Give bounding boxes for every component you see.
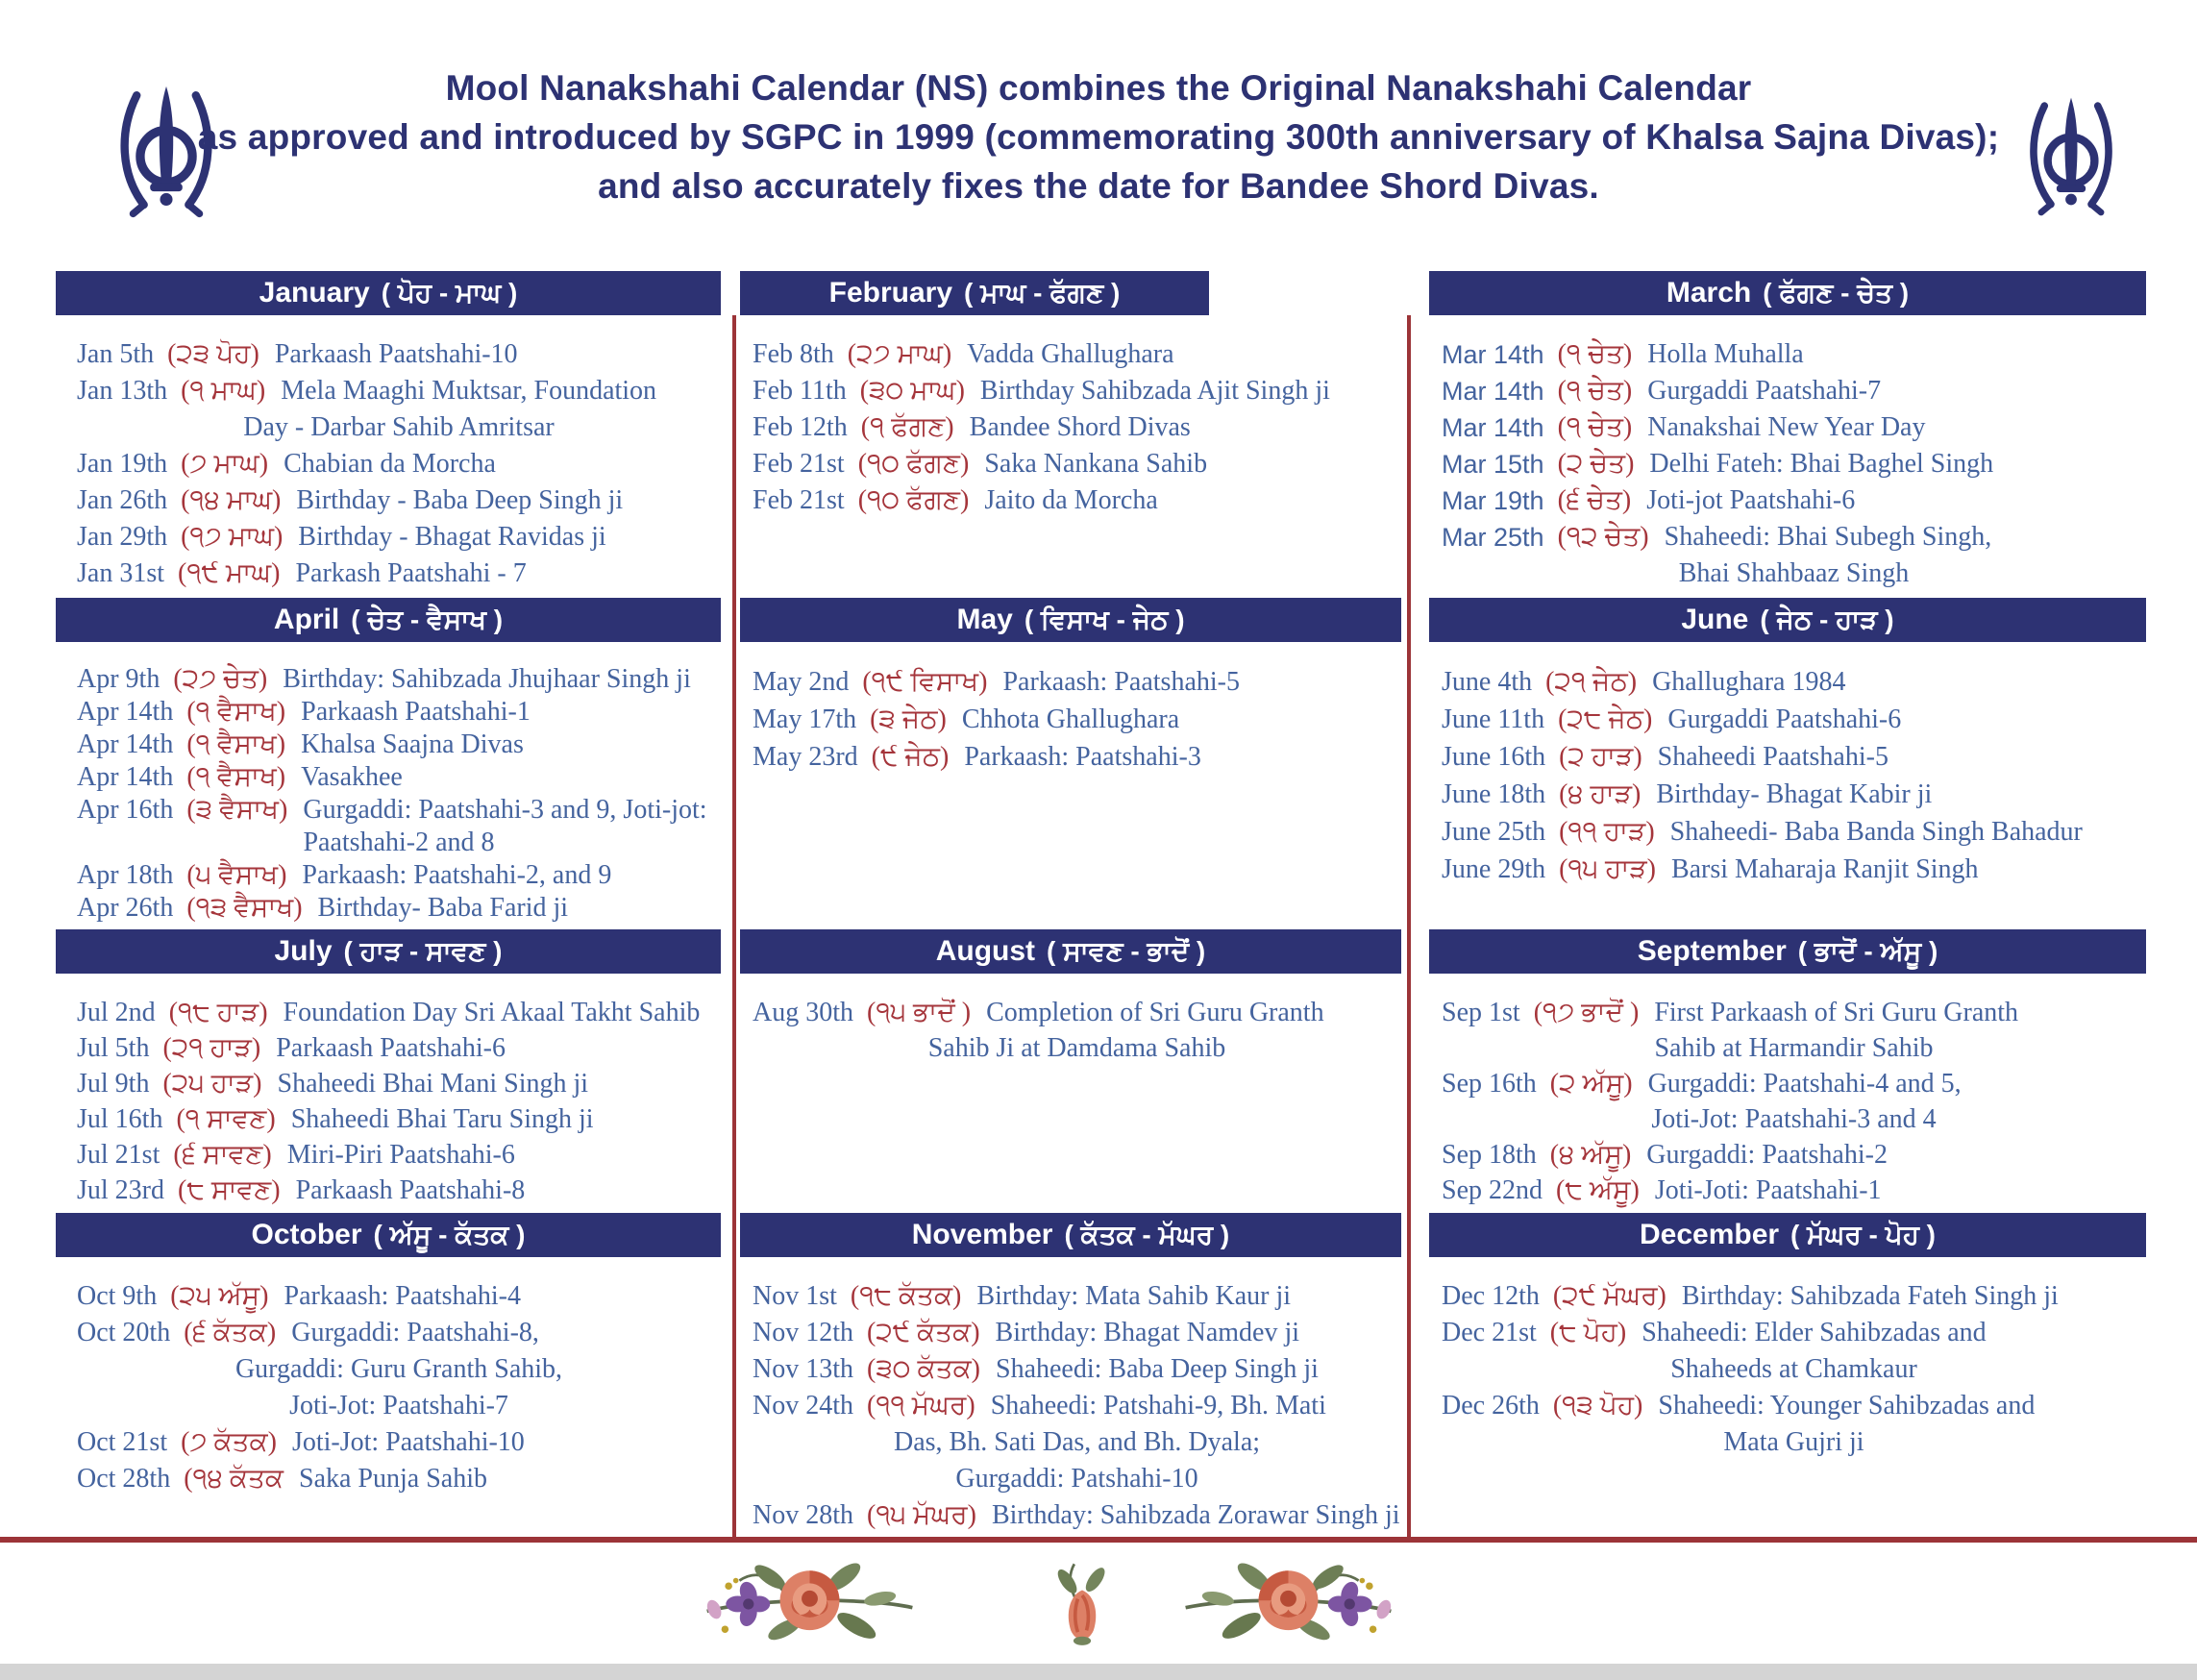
event-date: Jul 23rd: [77, 1175, 164, 1205]
page-title: [0, 63, 2197, 210]
event-title: Delhi Fateh: Bhai Baghel Singh: [1649, 449, 1994, 479]
month-punjabi-name: ( ਹਾੜ - ਸਾਵਣ ): [343, 935, 503, 966]
event-punjabi-date: (੨ ਚੇਤ): [1557, 449, 1635, 479]
month-name: June: [1681, 604, 1749, 635]
event-title: Saka Nankana Sahib: [984, 449, 1208, 479]
event-punjabi-date: (੩ ਵੈਸਾਖ): [186, 795, 288, 825]
event-punjabi-date: (੨੭ ਮਾਘ): [847, 339, 952, 369]
event-date: Feb 21st: [753, 449, 845, 479]
event-punjabi-date: (੧੧ ਹਾੜ): [1559, 817, 1655, 847]
event-date: Jul 16th: [77, 1104, 163, 1134]
event-title: Shaheedi Bhai Taru Singh ji: [290, 1104, 594, 1134]
event-line: [77, 556, 721, 592]
event-continuation: Day - Darbar Sahib Amritsar: [243, 412, 555, 442]
event-punjabi-date: (੯ ਜੇਠ): [871, 742, 950, 772]
event-title: Parkaash Paatshahi-6: [276, 1033, 506, 1063]
event-date: Oct 21st: [77, 1427, 168, 1457]
event-line: [1442, 663, 2146, 701]
event-date: Apr 16th: [77, 795, 174, 825]
event-line: [753, 1388, 1401, 1424]
event-title: Shaheedi: Bhai Subegh Singh,: [1664, 522, 1992, 552]
month-name: March: [1666, 277, 1752, 309]
event-line: [77, 373, 721, 409]
month-header-december: [1429, 1213, 2146, 1257]
event-date: Nov 28th: [753, 1500, 853, 1530]
event-date: Dec 12th: [1442, 1281, 1540, 1311]
month-events-december: [1429, 1278, 2146, 1461]
event-date: Apr 26th: [77, 893, 174, 923]
event-continuation: Gurgaddi: Guru Granth Sahib,: [235, 1354, 563, 1384]
month-events-january: [56, 336, 721, 592]
event-line: [753, 1278, 1401, 1315]
event-line: [77, 663, 721, 696]
month-events-june: [1429, 663, 2146, 888]
event-punjabi-date: (੨੮ ਜੇਠ): [1558, 704, 1653, 734]
month-header-october: [56, 1213, 721, 1257]
event-line: [1442, 738, 2146, 776]
event-title: Birthday - Bhagat Ravidas ji: [298, 522, 606, 552]
month-header-march: [1429, 271, 2146, 315]
event-date: Oct 9th: [77, 1281, 158, 1311]
month-name: November: [911, 1219, 1053, 1250]
footer-divider-line: [0, 1537, 2197, 1543]
event-date: Mar 14th: [1442, 413, 1544, 442]
event-punjabi-date: (੧ ਮਾਘ): [181, 376, 266, 406]
event-line: [753, 738, 1401, 776]
event-line: [77, 729, 721, 761]
event-title: Vadda Ghallughara: [967, 339, 1174, 369]
event-line: [753, 409, 1401, 446]
event-punjabi-date: (੧ ਚੇਤ): [1557, 376, 1633, 406]
month-punjabi-name: ( ਮੱਘਰ - ਪੋਹ ): [1790, 1219, 1937, 1249]
month-events-july: [56, 995, 721, 1208]
event-line: [1442, 995, 2146, 1030]
event-punjabi-date: (੧੮ ਕੱਤਕ): [850, 1281, 962, 1311]
event-title: Parkaash: Paatshahi-3: [964, 742, 1201, 772]
event-title: Parkaash: Paatshahi-4: [284, 1281, 522, 1311]
event-punjabi-date: (੫ ਵੈਸਾਖ): [186, 860, 287, 890]
event-date: June 16th: [1442, 742, 1546, 772]
event-title: Gurgaddi: Paatshahi-4 and 5,: [1647, 1069, 1962, 1099]
event-date: Feb 8th: [753, 339, 834, 369]
event-line: [77, 446, 721, 482]
month-name: September: [1637, 935, 1787, 967]
event-line: [1442, 1137, 2146, 1173]
event-punjabi-date: (੧ ਵੈਸਾਖ): [186, 697, 286, 727]
event-date: Jul 5th: [77, 1033, 150, 1063]
event-punjabi-date: (੧ ਵੈਸਾਖ): [186, 762, 286, 792]
event-title: Parkaash Paatshahi-10: [274, 339, 518, 369]
event-date: Apr 18th: [77, 860, 174, 890]
event-date: Jan 13th: [77, 376, 168, 406]
event-title: Shaheedi- Baba Banda Singh Bahadur: [1669, 817, 2083, 847]
event-date: Feb 11th: [753, 376, 847, 406]
event-line: [753, 1315, 1401, 1351]
event-date: Apr 14th: [77, 697, 174, 727]
event-line: [1442, 482, 2146, 519]
event-date: June 11th: [1442, 704, 1545, 734]
event-title: Gurgaddi Paatshahi-6: [1667, 704, 1902, 734]
event-date: Jul 21st: [77, 1140, 160, 1170]
event-title: Chhota Ghallughara: [961, 704, 1180, 734]
event-date: June 18th: [1442, 779, 1546, 809]
event-line: [753, 701, 1401, 738]
event-punjabi-date: (੧੪ ਕੱਤਕ: [184, 1464, 284, 1494]
event-punjabi-date: (੭ ਮਾਘ): [181, 449, 269, 479]
event-punjabi-date: (੧੫ ਮੱਘਰ): [867, 1500, 976, 1530]
event-punjabi-date: (੧੪ ਮਾਘ): [181, 485, 282, 515]
event-title: Holla Muhalla: [1647, 339, 1804, 369]
bottom-strip: [0, 1664, 2197, 1680]
month-punjabi-name: ( ਜੇਠ - ਹਾੜ ): [1760, 604, 1894, 634]
event-punjabi-date: (੮ ਸਾਵਣ): [178, 1175, 281, 1205]
event-line: [1442, 409, 2146, 446]
event-continuation: Shaheeds at Chamkaur: [1670, 1354, 1917, 1384]
event-line: [1442, 701, 2146, 738]
event-continuation: Joti-Jot: Paatshahi-7: [289, 1391, 508, 1421]
event-title: Parkaash Paatshahi-1: [301, 697, 531, 727]
event-title: Completion of Sri Guru Granth: [986, 998, 1324, 1027]
event-punjabi-date: (੨੧ ਹਾੜ): [162, 1033, 261, 1063]
month-name: May: [956, 604, 1013, 635]
event-date: Sep 22nd: [1442, 1175, 1543, 1205]
event-line: [77, 892, 721, 925]
event-punjabi-date: (੧੫ ਹਾੜ): [1559, 854, 1656, 884]
event-title: Gurgaddi: Paatshahi-3 and 9, Joti-jot:: [303, 795, 707, 825]
month-header-may: [740, 598, 1401, 642]
event-title: Vasakhee: [301, 762, 403, 792]
event-line: [1442, 1278, 2146, 1315]
event-date: Mar 25th: [1442, 523, 1544, 552]
event-date: Sep 16th: [1442, 1069, 1537, 1099]
month-events-february: [740, 336, 1401, 519]
event-title: Joti-Joti: Paatshahi-1: [1654, 1175, 1882, 1205]
event-title: Shaheedi: Patshahi-9, Bh. Mati: [990, 1391, 1326, 1421]
event-title: Parkaash Paatshahi-8: [295, 1175, 526, 1205]
month-name: July: [274, 935, 333, 967]
event-punjabi-date: (੨੩ ਪੋਹ): [167, 339, 259, 369]
event-title: Shaheedi: Younger Sahibzadas and: [1658, 1391, 2036, 1421]
event-continuation: Bhai Shahbaaz Singh: [1678, 558, 1910, 588]
month-name: August: [935, 935, 1036, 967]
event-date: Oct 20th: [77, 1318, 171, 1347]
event-line: [753, 482, 1401, 519]
event-line: [1442, 446, 2146, 482]
event-title: Gurgaddi: Paatshahi-8,: [291, 1318, 539, 1347]
event-date: Sep 18th: [1442, 1140, 1537, 1170]
event-title: Bandee Shord Divas: [969, 412, 1191, 442]
event-date: Mar 15th: [1442, 450, 1544, 479]
event-title: Gurgaddi: Paatshahi-2: [1646, 1140, 1888, 1170]
event-line: [1442, 336, 2146, 373]
event-title: Jaito da Morcha: [984, 485, 1158, 515]
month-punjabi-name: ( ਫੱਗਣ - ਚੇਤ ): [1763, 277, 1910, 308]
event-punjabi-date: (੧ ਚੇਤ): [1557, 412, 1633, 442]
event-punjabi-date: (੧੯ ਵਿਸਾਖ): [862, 667, 988, 697]
month-punjabi-name: ( ਵਿਸਾਖ - ਜੇਠ ): [1024, 604, 1185, 634]
event-title: Saka Punja Sahib: [299, 1464, 487, 1494]
month-name: December: [1639, 1219, 1780, 1250]
event-date: Aug 30th: [753, 998, 853, 1027]
month-header-august: [740, 929, 1401, 974]
event-line: [753, 1497, 1401, 1534]
event-continuation: Gurgaddi: Patshahi-10: [955, 1464, 1198, 1494]
event-line: [77, 1461, 721, 1497]
event-date: Nov 1st: [753, 1281, 837, 1311]
event-date: Dec 26th: [1442, 1391, 1540, 1421]
event-title: Parkaash: Paatshahi-2, and 9: [302, 860, 612, 890]
event-punjabi-date: (੧੧ ਮੱਘਰ): [867, 1391, 975, 1421]
event-punjabi-date: (੬ ਕੱਤਕ): [184, 1318, 277, 1347]
event-title: Foundation Day Sri Akaal Takht Sahib: [283, 998, 701, 1027]
event-title: Shaheedi Paatshahi-5: [1657, 742, 1888, 772]
event-punjabi-date: (੩ ਜੇਠ): [870, 704, 947, 734]
event-line: [77, 696, 721, 729]
event-date: Sep 1st: [1442, 998, 1520, 1027]
event-line: [753, 1351, 1401, 1388]
event-date: Apr 9th: [77, 664, 160, 694]
month-events-october: [56, 1278, 721, 1497]
event-continuation: Mata Gujri ji: [1723, 1427, 1864, 1457]
month-punjabi-name: ( ਸਾਵਣ - ਭਾਦੋਂ ): [1047, 935, 1206, 966]
event-title: Birthday- Baba Farid ji: [317, 893, 569, 923]
month-events-august: [740, 995, 1401, 1066]
event-date: June 25th: [1442, 817, 1546, 847]
event-punjabi-date: (੪ ਹਾੜ): [1559, 779, 1642, 809]
event-title: Parkaash: Paatshahi-5: [1002, 667, 1240, 697]
event-punjabi-date: (੧੭ ਮਾਘ): [181, 522, 284, 552]
event-date: Feb 21st: [753, 485, 845, 515]
column-divider-line: [732, 315, 736, 1537]
month-header-november: [740, 1213, 1401, 1257]
month-events-march: [1429, 336, 2146, 592]
event-date: May 23rd: [753, 742, 858, 772]
event-punjabi-date: (੨੧ ਜੇਠ): [1545, 667, 1638, 697]
month-header-september: [1429, 929, 2146, 974]
event-punjabi-date: (੨ ਅੱਸੂ): [1549, 1069, 1633, 1099]
month-punjabi-name: ( ਕੱਤਕ - ਮੱਘਰ ): [1064, 1219, 1230, 1249]
event-punjabi-date: (੨੫ ਹਾੜ): [162, 1069, 262, 1099]
event-line: [77, 1101, 721, 1137]
title-line-1: Mool Nanakshahi Calendar (NS) combines the Original Nanakshahi Calendar: [445, 68, 1752, 108]
event-date: Mar 14th: [1442, 377, 1544, 406]
event-line: [1442, 851, 2146, 888]
event-date: Jul 9th: [77, 1069, 150, 1099]
event-line: [77, 1424, 721, 1461]
event-line: [77, 1066, 721, 1101]
event-line: [1442, 519, 2146, 556]
column-divider-line: [1407, 315, 1411, 1537]
event-punjabi-date: (੭ ਕੱਤਕ): [181, 1427, 277, 1457]
event-continuation: Sahib at Harmandir Sahib: [1654, 1033, 1934, 1063]
event-punjabi-date: (੮ ਅੱਸੂ): [1556, 1175, 1640, 1205]
month-header-april: [56, 598, 721, 642]
event-punjabi-date: (੬ ਚੇਤ): [1557, 485, 1632, 515]
event-line: [753, 995, 1401, 1030]
event-punjabi-date: (੧੩ ਵੈਸਾਖ): [186, 893, 303, 923]
event-title: Mela Maaghi Muktsar, Foundation: [281, 376, 657, 406]
month-events-november: [740, 1278, 1401, 1534]
event-title: Joti-Jot: Paatshahi-10: [291, 1427, 525, 1457]
event-line: [77, 859, 721, 892]
event-line: [1442, 1315, 2146, 1351]
event-date: May 17th: [753, 704, 857, 734]
event-title: Nanakshai New Year Day: [1647, 412, 1926, 442]
event-date: Mar 14th: [1442, 340, 1544, 369]
month-punjabi-name: ( ਮਾਘ - ਫੱਗਣ ): [964, 277, 1121, 308]
event-line: [77, 482, 721, 519]
event-punjabi-date: (੧ ਸਾਵਣ): [176, 1104, 276, 1134]
event-punjabi-date: (੧ ਫੱਗਣ): [860, 412, 954, 442]
event-title: Shaheedi Bhai Mani Singh ji: [277, 1069, 589, 1099]
event-title: Joti-jot Paatshahi-6: [1646, 485, 1856, 515]
event-punjabi-date: (੨੯ ਕੱਤਕ): [867, 1318, 980, 1347]
event-punjabi-date: (੨ ਹਾੜ): [1559, 742, 1642, 772]
floral-divider-icon: [1180, 1553, 1396, 1653]
event-line: [1442, 373, 2146, 409]
event-date: Dec 21st: [1442, 1318, 1537, 1347]
event-title: Shaheedi: Elder Sahibzadas and: [1642, 1318, 1987, 1347]
event-line: [77, 1173, 721, 1208]
event-continuation: Joti-Jot: Paatshahi-3 and 4: [1651, 1104, 1937, 1134]
event-punjabi-date: (੧੭ ਭਾਦੋਂ ): [1533, 998, 1640, 1027]
month-name: October: [251, 1219, 362, 1250]
event-date: Jan 5th: [77, 339, 155, 369]
event-line: [77, 336, 721, 373]
month-punjabi-name: ( ਪੋਹ - ਮਾਘ ): [381, 277, 518, 308]
event-date: Jan 29th: [77, 522, 168, 552]
event-punjabi-date: (੧੫ ਭਾਦੋਂ ): [867, 998, 972, 1027]
event-punjabi-date: (੨੭ ਚੇਤ): [173, 664, 268, 694]
month-punjabi-name: ( ਚੇਤ - ਵੈਸਾਖ ): [351, 604, 504, 634]
title-line-3: and also accurately fixes the date for Bandee Shord Divas.: [598, 166, 1599, 206]
event-date: Nov 13th: [753, 1354, 853, 1384]
event-punjabi-date: (੧੮ ਹਾੜ): [168, 998, 268, 1027]
month-header-june: [1429, 598, 2146, 642]
event-line: [77, 1137, 721, 1173]
event-line: [77, 761, 721, 794]
event-title: Ghallughara 1984: [1652, 667, 1846, 697]
event-continuation: Paatshahi-2 and 8: [303, 828, 495, 857]
event-punjabi-date: (੩੦ ਮਾਘ): [859, 376, 965, 406]
event-title: Birthday- Bhagat Kabir ji: [1656, 779, 1933, 809]
event-title: Birthday: Sahibzada Fateh Singh ji: [1681, 1281, 2059, 1311]
event-line: [1442, 776, 2146, 813]
event-line: [1442, 1173, 2146, 1208]
event-title: Birthday: Bhagat Namdev ji: [995, 1318, 1300, 1347]
event-punjabi-date: (੧੯ ਮਾਘ): [178, 558, 281, 588]
event-punjabi-date: (੧ ਚੇਤ): [1557, 339, 1633, 369]
event-line: [77, 794, 721, 827]
event-line: [753, 446, 1401, 482]
event-date: May 2nd: [753, 667, 850, 697]
event-date: Jul 2nd: [77, 998, 156, 1027]
month-header-july: [56, 929, 721, 974]
event-line: [77, 519, 721, 556]
event-line: [1442, 1066, 2146, 1101]
event-date: June 4th: [1442, 667, 1533, 697]
event-title: First Parkaash of Sri Guru Granth: [1654, 998, 2019, 1027]
event-line: [1442, 1388, 2146, 1424]
event-title: Chabian da Morcha: [284, 449, 496, 479]
month-punjabi-name: ( ਅੱਸੂ - ਕੱਤਕ ): [373, 1219, 526, 1249]
floral-divider-icon: [702, 1553, 918, 1653]
event-punjabi-date: (੧ ਵੈਸਾਖ): [186, 729, 286, 759]
event-title: Birthday - Baba Deep Singh ji: [296, 485, 624, 515]
title-line-2: as approved and introduced by SGPC in 1999 (commemorating 300th anniversary of Khalsa Sajna Divas);: [197, 117, 2000, 157]
event-punjabi-date: (੬ ਸਾਵਣ): [173, 1140, 272, 1170]
month-name: April: [273, 604, 340, 635]
month-punjabi-name: ( ਭਾਦੋਂ - ਅੱਸੂ ): [1797, 935, 1938, 966]
event-punjabi-date: (੮ ਪੋਹ): [1549, 1318, 1627, 1347]
event-line: [753, 336, 1401, 373]
event-punjabi-date: (੪ ਅੱਸੂ): [1549, 1140, 1632, 1170]
event-line: [77, 1315, 721, 1351]
month-events-may: [740, 663, 1401, 776]
month-name: February: [828, 277, 953, 309]
event-title: Birthday: Sahibzada Jhujhaar Singh ji: [283, 664, 691, 694]
event-date: Mar 19th: [1442, 486, 1544, 515]
event-date: Oct 28th: [77, 1464, 171, 1494]
event-title: Gurgaddi Paatshahi-7: [1647, 376, 1882, 406]
event-title: Barsi Maharaja Ranjit Singh: [1670, 854, 1979, 884]
event-line: [753, 373, 1401, 409]
event-punjabi-date: (੧੩ ਪੋਹ): [1552, 1391, 1643, 1421]
event-date: Jan 26th: [77, 485, 168, 515]
event-punjabi-date: (੨੫ ਅੱਸੂ): [170, 1281, 269, 1311]
event-line: [77, 995, 721, 1030]
month-name: January: [259, 277, 370, 309]
event-continuation: Sahib Ji at Damdama Sahib: [927, 1033, 1226, 1063]
event-date: Jan 31st: [77, 558, 164, 588]
month-events-april: [56, 663, 721, 925]
floral-divider-icon: [1043, 1557, 1122, 1653]
event-punjabi-date: (੧੨ ਚੇਤ): [1557, 522, 1649, 552]
event-punjabi-date: (੧੦ ਫੱਗਣ): [857, 485, 970, 515]
event-title: Birthday Sahibzada Ajit Singh ji: [979, 376, 1330, 406]
event-title: Khalsa Saajna Divas: [301, 729, 524, 759]
event-line: [1442, 813, 2146, 851]
event-continuation: Das, Bh. Sati Das, and Bh. Dyala;: [893, 1427, 1261, 1457]
event-title: Parkash Paatshahi - 7: [295, 558, 527, 588]
event-punjabi-date: (੩੦ ਕੱਤਕ): [867, 1354, 980, 1384]
event-date: Nov 12th: [753, 1318, 853, 1347]
event-title: Birthday: Mata Sahib Kaur ji: [976, 1281, 1291, 1311]
event-punjabi-date: (੨੯ ਮੱਘਰ): [1552, 1281, 1666, 1311]
event-date: June 29th: [1442, 854, 1546, 884]
event-date: Feb 12th: [753, 412, 848, 442]
month-header-january: [56, 271, 721, 315]
event-title: Birthday: Sahibzada Zorawar Singh ji: [991, 1500, 1400, 1530]
event-line: [77, 1030, 721, 1066]
event-line: [77, 1278, 721, 1315]
event-line: [753, 663, 1401, 701]
event-title: Miri-Piri Paatshahi-6: [286, 1140, 515, 1170]
month-header-february: [740, 271, 1209, 315]
month-events-september: [1429, 995, 2146, 1208]
event-punjabi-date: (੧੦ ਫੱਗਣ): [857, 449, 970, 479]
event-date: Apr 14th: [77, 729, 174, 759]
event-date: Nov 24th: [753, 1391, 853, 1421]
event-date: Apr 14th: [77, 762, 174, 792]
event-title: Shaheedi: Baba Deep Singh ji: [996, 1354, 1319, 1384]
event-date: Jan 19th: [77, 449, 168, 479]
